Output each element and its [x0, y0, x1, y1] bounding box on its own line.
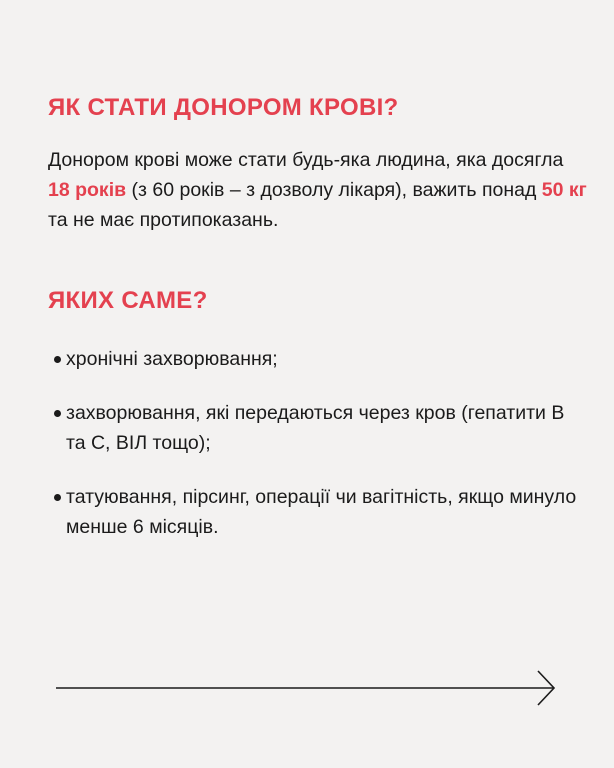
list-item — [48, 344, 578, 374]
list-item-text: татуювання, пірсинг, операції чи вагітність, якщо минуло менше 6 місяців. — [66, 486, 577, 538]
list-item — [48, 398, 578, 458]
intro-paragraph — [48, 145, 588, 235]
bullet-icon — [54, 410, 61, 417]
intro-text-1: Донором крові може стати будь-яка людина, яка досягла — [48, 149, 564, 171]
intro-text-2: (з 60 років – з дозволу лікаря), важить понад — [126, 179, 542, 201]
highlight-weight: 50 кг — [541, 179, 587, 201]
list-item — [48, 482, 578, 542]
heading-which-exactly: ЯКИХ САМЕ? — [48, 287, 208, 314]
list-item-text: захворювання, які передаються через кров (гепатити В та С, ВІЛ тощо); — [66, 402, 565, 454]
arrow-right-icon[interactable] — [56, 668, 556, 708]
bullet-icon — [54, 356, 61, 363]
list-item-text: хронічні захворювання; — [66, 348, 278, 370]
highlight-age: 18 років — [48, 179, 127, 201]
bullet-icon — [54, 494, 61, 501]
contraindications-list — [48, 344, 578, 566]
intro-text-3: та не має протипоказань. — [48, 209, 279, 231]
heading-how-to-become-donor: ЯК СТАТИ ДОНОРОМ КРОВІ? — [48, 94, 399, 121]
